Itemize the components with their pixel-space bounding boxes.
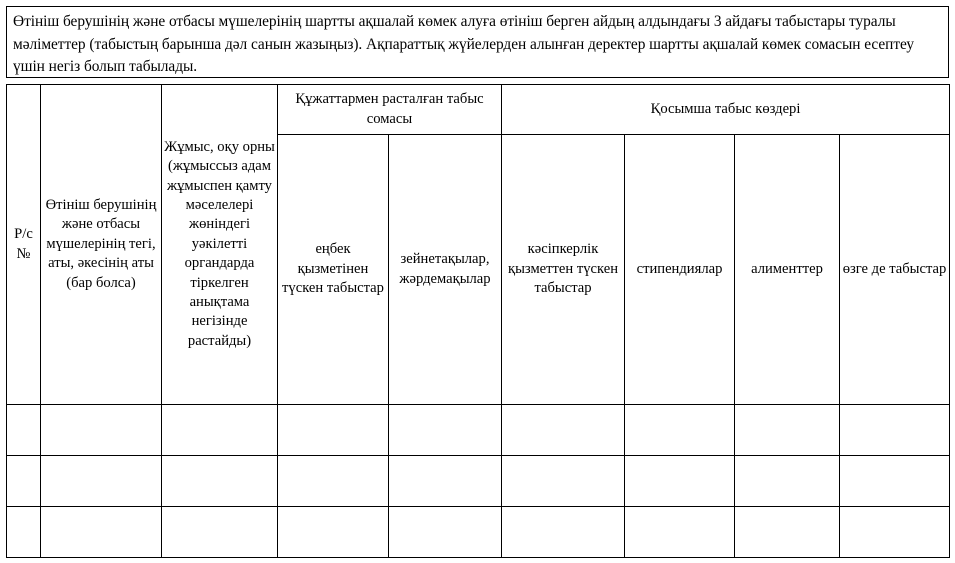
cell-alimony[interactable]	[735, 507, 840, 558]
cell-scholarships[interactable]	[625, 456, 735, 507]
cell-workplace[interactable]	[162, 405, 278, 456]
header-cell-workplace: Жұмыс, оқу орны (жұмыссыз адам жұмыспен қамту мәселелері жөніндегі уәкілетті органдарда тіркелген анықтама негізінде растайды)	[162, 85, 278, 405]
table-row	[7, 456, 950, 507]
header-cell-alimony: алименттер	[735, 135, 840, 405]
cell-applicant-name[interactable]	[41, 405, 162, 456]
cell-applicant-name[interactable]	[41, 456, 162, 507]
cell-labor-income[interactable]	[278, 507, 389, 558]
header-cell-business-income: кәсіпкерлік қызметтен түскен табыстар	[502, 135, 625, 405]
cell-other-income[interactable]	[840, 507, 950, 558]
table-row	[7, 507, 950, 558]
header-cell-other-income: өзге де табыстар	[840, 135, 950, 405]
cell-alimony[interactable]	[735, 456, 840, 507]
cell-labor-income[interactable]	[278, 456, 389, 507]
cell-alimony[interactable]	[735, 405, 840, 456]
cell-pensions-benefits[interactable]	[389, 507, 502, 558]
income-declaration-table	[6, 84, 950, 558]
table-header-group-row	[7, 85, 950, 135]
header-cell-scholarships: стипендиялар	[625, 135, 735, 405]
instruction-note-text: Өтініш берушінің және отбасы мүшелерінің шартты ақшалай көмек алуға өтініш берген айдың алдындағы 3 айдағы табыстары туралы мәліметтер (табыстың барынша дәл санын жазыңыз). Ақпараттық жүйелерден алынған деректер шартты ақшалай көмек сомасын есептеу үшін негіз болып табылады.	[13, 13, 915, 76]
cell-workplace[interactable]	[162, 507, 278, 558]
cell-other-income[interactable]	[840, 456, 950, 507]
cell-business-income[interactable]	[502, 507, 625, 558]
instruction-note-box	[6, 6, 949, 78]
cell-applicant-name[interactable]	[41, 507, 162, 558]
cell-workplace[interactable]	[162, 456, 278, 507]
header-cell-labor-income: еңбек қызметінен түскен табыстар	[278, 135, 389, 405]
cell-scholarships[interactable]	[625, 507, 735, 558]
cell-pensions-benefits[interactable]	[389, 405, 502, 456]
cell-row-number[interactable]	[7, 456, 41, 507]
header-cell-pensions-benefits: зейнетақылар, жәрдемақылар	[389, 135, 502, 405]
table-row	[7, 405, 950, 456]
cell-row-number[interactable]	[7, 405, 41, 456]
cell-other-income[interactable]	[840, 405, 950, 456]
cell-labor-income[interactable]	[278, 405, 389, 456]
cell-pensions-benefits[interactable]	[389, 456, 502, 507]
cell-scholarships[interactable]	[625, 405, 735, 456]
cell-business-income[interactable]	[502, 456, 625, 507]
header-group-documented-income: Құжаттармен расталған табыс сомасы	[278, 85, 502, 135]
header-cell-row-number: Р/с №	[7, 85, 41, 405]
header-cell-applicant-name: Өтініш берушінің және отбасы мүшелерінің тегі, аты, әкесінің аты (бар болса)	[41, 85, 162, 405]
cell-business-income[interactable]	[502, 405, 625, 456]
header-group-additional-income: Қосымша табыс көздері	[502, 85, 950, 135]
cell-row-number[interactable]	[7, 507, 41, 558]
